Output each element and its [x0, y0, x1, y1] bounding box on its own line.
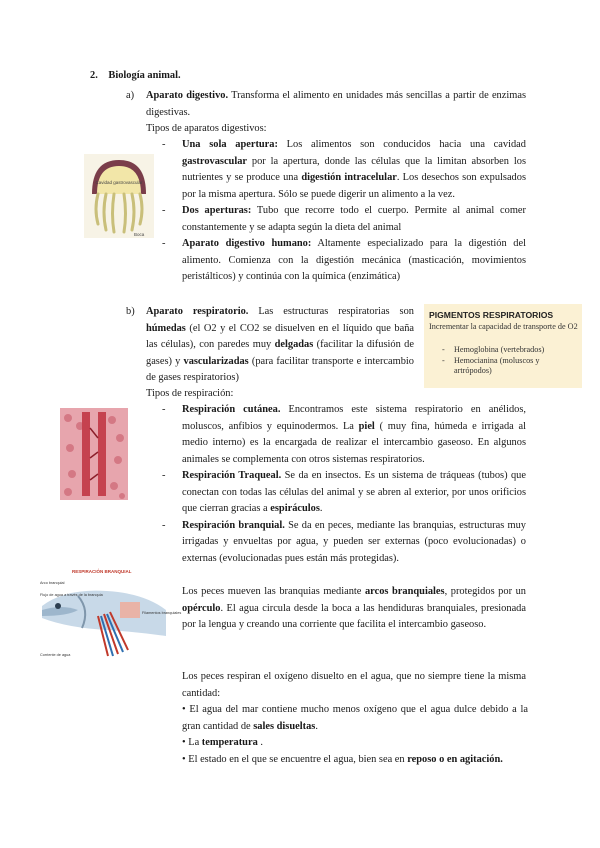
svg-text:Flujo de agua a través de la b: Flujo de agua a través de la branquia	[40, 593, 103, 597]
digestive-intro: Aparato digestivo. Transforma el alimento en unidades más sencillas a partir de enzimas digestivas.	[146, 90, 526, 118]
pigments-box	[424, 304, 582, 388]
pigments-list	[442, 345, 576, 377]
list-item: - Hemoglobina (vertebrados)	[442, 345, 545, 354]
skin-respiration-figure	[60, 408, 128, 500]
fish-gill-illustration	[38, 566, 182, 664]
list-item: - Aparato digestivo humano: Altamente especializado para la digestión del alimento. Comienza con la digestión mecánica (masticación, movimientos peristálticos) y continúa con la química (enzimática)	[162, 238, 527, 282]
pigments-subtitle: Incrementar la capacidad de transporte de O2	[429, 322, 578, 331]
section-title: Biología animal.	[108, 70, 181, 81]
list-item: - Respiración cutánea. Encontramos este sistema respiratorio en anélidos, moluscos, anfibios y equinodermos. La piel ( muy fina, húmeda e irrigada al medio interno) es la encargada de realizar el intercambio gaseoso. En algunos animales se complementa con otros sistemas respiratorios.	[162, 404, 527, 465]
svg-text:Arco branquial: Arco branquial	[40, 581, 65, 585]
digestive-types-label: Tipos de aparatos digestivos:	[146, 123, 267, 134]
list-item: - Respiración Traqueal. Se da en insectos. Es un sistema de tráqueas (tubos) que conectan con todas las células del animal y se abren al exterior, por unos orificios que cierran gracias a espiráculos.	[162, 470, 526, 514]
digestive-list	[162, 137, 526, 286]
respiratory-types-label: Tipos de respiración:	[146, 388, 234, 399]
respiratory-letter: b)	[126, 306, 135, 317]
section-heading	[90, 68, 181, 85]
figure-label-mouth: Boca	[134, 232, 145, 237]
svg-text:Filamentos branquiales: Filamentos branquiales	[142, 611, 182, 615]
figure-label-cavity: Cavidad gastrovascular	[95, 180, 143, 185]
list-item: - Dos aperturas: Tubo que recorre todo el cuerpo. Permite al animal comer constantemente y se adapta según la dieta del animal	[162, 205, 526, 233]
list-item: - Respiración branquial. Se da en peces, mediante las branquias, estructuras muy irrigadas y envueltas por agua, y pueden ser externas (poco evolucionadas) o externas (evolucionadas pues están más protegidas).	[162, 519, 526, 564]
respiratory-title: Aparato respiratorio.	[146, 306, 249, 317]
section-number: 2.	[90, 70, 98, 81]
list-item: • El estado en el que se encuentre el agua, bien sea en reposo o en agitación.	[182, 753, 503, 765]
oxygen-list	[182, 702, 528, 768]
list-item: • La temperatura .	[182, 737, 263, 748]
skin-illustration	[60, 408, 128, 500]
gastrovascular-figure	[84, 154, 154, 238]
digestive-title: Aparato digestivo.	[146, 90, 229, 101]
list-item: • El agua del mar contiene mucho menos oxígeno que el agua dulce debido a la gran cantidad de sales disueltas.	[182, 704, 528, 732]
respiratory-list	[162, 402, 526, 567]
list-item: - Hemocianina (moluscos y artrópodos)	[442, 355, 540, 375]
pigments-title: PIGMENTOS RESPIRATORIOS	[429, 310, 554, 320]
gills-paragraph: Los peces mueven las branquias mediante arcos branquiales, protegidos por un opérculo. El agua circula desde la boca a las hendiduras branquiales, presionada por la lengua y creando una corriente que facilita el intercambio gaseoso.	[182, 586, 526, 630]
list-item: - Una sola apertura: Los alimentos son conducidos hacia una cavidad gastrovascular por la apertura, donde las células que la limitan absorben los nutrientes y se produce una digestión intracelular. Los desechos son expulsados por la misma apertura. Sólo se puede digerir un alimento a la vez.	[162, 139, 526, 200]
respiratory-intro: Aparato respiratorio. Las estructuras respiratorias son húmedas (el O2 y el CO2 se disuelven en el líquido que baña las células), con paredes muy delgadas (facilitar la difusión de gases) y vascularizadas (para facilitar transporte e intercambio de gases respiratorios)	[146, 306, 414, 383]
svg-text:Corriente de agua: Corriente de agua	[40, 653, 71, 657]
oxygen-paragraph: Los peces respiran el oxígeno disuelto en el agua, que no siempre tiene la misma cantidad:	[182, 671, 526, 699]
digestive-letter: a)	[126, 90, 135, 101]
gill-figure	[38, 566, 182, 664]
jellyfish-illustration	[84, 154, 154, 238]
gill-figure-title: RESPIRACIÓN BRANQUIAL	[72, 569, 132, 574]
